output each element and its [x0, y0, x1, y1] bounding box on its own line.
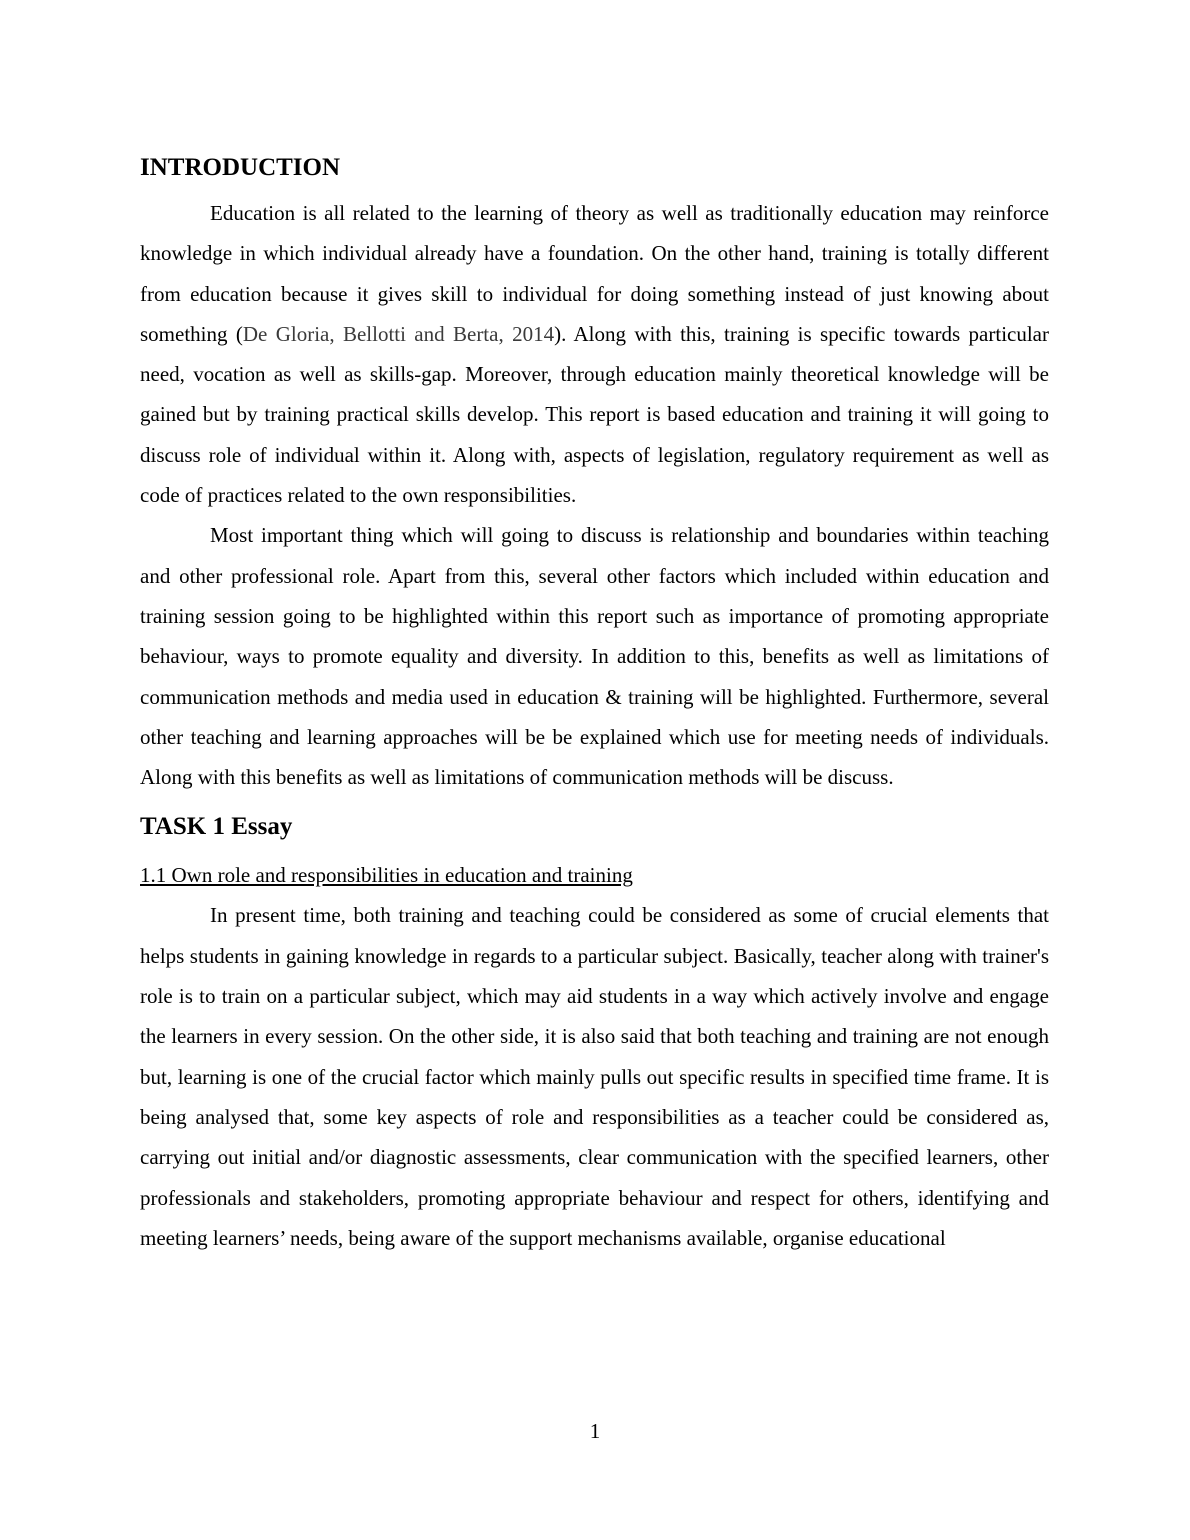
introduction-paragraph-1 — [140, 193, 1049, 515]
introduction-paragraph-1-text-start: Education is all related to the learning of theory as well as traditionally education may reinforce knowledge in which individual already have a foundation. On the other hand, training is totally different from education because it gives skill to individual for doing something instead of just knowing about something ( — [140, 201, 1049, 346]
section-1-1-subheading: 1.1 Own role and responsibilities in education and training — [140, 863, 633, 888]
section-1-1-paragraph: In present time, both training and teaching could be considered as some of crucial elements that helps students in gaining knowledge in regards to a particular subject. Basically, teacher along with trainer's role is to train on a particular subject, which may aid students in a way which actively involve and engage the learners in every session. On the other side, it is also said that both teaching and training are not enough but, learning is one of the crucial factor which mainly pulls out specific results in specified time frame. It is being analysed that, some key aspects of role and responsibilities as a teacher could be considered as, carrying out initial and/or diagnostic assessments, clear communication with the specified learners, other professionals and stakeholders, promoting appropriate behaviour and respect for others, identifying and meeting learners’ needs, being aware of the support mechanisms available, organise educational — [140, 903, 1049, 1250]
task-1-heading: TASK 1 Essay — [140, 813, 293, 841]
page-number: 1 — [589, 1419, 601, 1443]
introduction-paragraph-1-text-end: ). Along with this, training is specific towards particular need, vocation as well as skills-gap. Moreover, through education mainly theoretical knowledge will be gained but by training practical skills develop. This report is based education and training it will going to discuss role of individual within it. Along with, aspects of legislation, regulatory requirement as well as code of practices related to the own responsibilities. — [140, 321, 1049, 508]
page-content — [140, 150, 1049, 1258]
citation-de-gloria-2014: De Gloria, Bellotti and Berta, 2014 — [242, 321, 555, 346]
introduction-heading: INTRODUCTION — [140, 154, 341, 181]
introduction-paragraph-2: Most important thing which will going to discuss is relationship and boundaries within teaching and other professional role. Apart from this, several other factors which included within education and training session going to be highlighted within this report such as importance of promoting appropriate behaviour, ways to promote equality and diversity. In addition to this, benefits as well as limitations of communication methods and media used in education & training will be highlighted. Furthermore, several other teaching and learning approaches will be be explained which use for meeting needs of individuals. Along with this benefits as well as limitations of communication methods will be discuss. — [140, 523, 1049, 790]
